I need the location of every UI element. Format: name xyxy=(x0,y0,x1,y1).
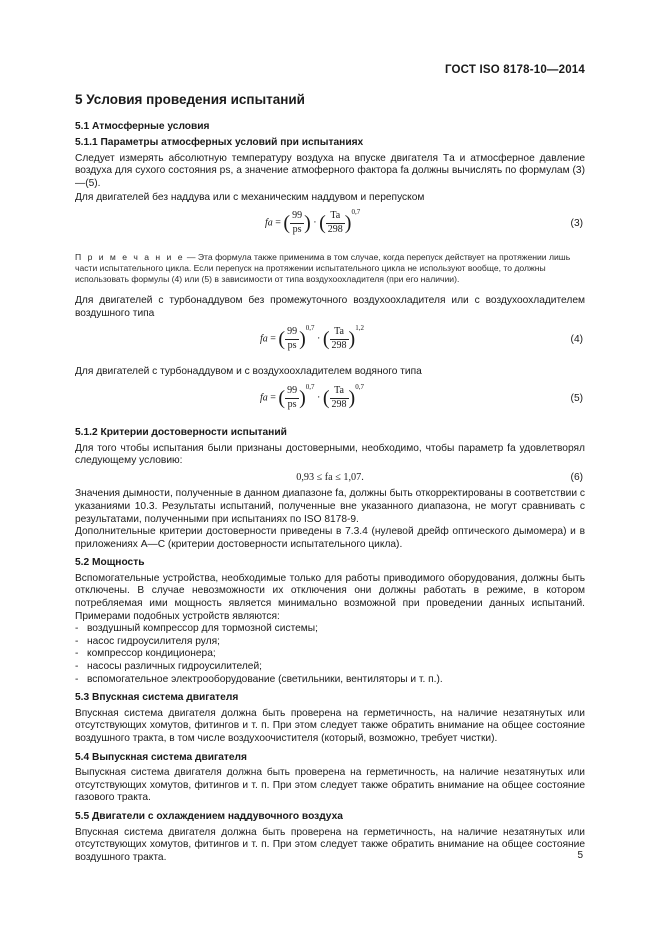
formula-denominator: ps xyxy=(287,398,297,410)
formula-6 xyxy=(75,472,585,485)
formula-numerator: Ta xyxy=(326,210,345,224)
section-5-1-2-title: 5.1.2 Критерии достоверности испытаний xyxy=(75,426,287,438)
section-5-1-title: 5.1 Атмосферные условия xyxy=(75,120,210,132)
list-item: - насос гидроусилителя руля; xyxy=(75,635,220,647)
formula-symbol: fa xyxy=(260,333,268,345)
formula-symbol: fa xyxy=(265,217,273,229)
list-item: - вспомогательное электрооборудование (светильники, вентиляторы и т. п.). xyxy=(75,673,443,685)
formula-3: fa = ( $\frac{99}{ps}$ ) · ( $\frac{Ta}{298}$ )$^{0,7}$ (3) xyxy=(265,208,583,235)
section-5-2-title: 5.2 Мощность xyxy=(75,557,145,569)
formula-denominator: 298 xyxy=(331,398,347,410)
section-5-title: 5 Условия проведения испытаний xyxy=(75,92,305,107)
formula-symbol: = xyxy=(270,392,276,404)
formula-numerator: 99 xyxy=(285,326,299,340)
section-5-3-title: 5.3 Впускная система двигателя xyxy=(75,692,239,704)
formula-numerator: 99 xyxy=(290,210,304,224)
device-list xyxy=(75,623,585,686)
paragraph: Дополнительные критерии достоверности приведены в 7.3.4 (нулевой дрейф оптического дымомера) и в приложениях А—С (критерии достоверности испытательного цикла). xyxy=(75,526,585,550)
paragraph: Для двигателей без наддува или с механическим наддувом и перепуском xyxy=(75,191,425,203)
paragraph: Впускная система двигателя должна быть проверена на герметичность, на наличие незатянутых или отсутствующих хомутов, фитингов и т. п. При этом следует также обратить внимание на общее состояние воздушного тракта, в том числе воздухоочистителя (который, возможно, требует чистки). xyxy=(75,707,585,744)
formula-denominator: ps xyxy=(287,339,297,351)
formula-exponent: 0,7 xyxy=(351,208,361,217)
formula-symbol: · xyxy=(317,392,321,404)
formula-number: (5) xyxy=(570,392,583,404)
note-text: — Эта формула также применима в том случае, когда перепуск действует на протяжении лишь части испытательного цикла. Если перепуск на протяжении испытательного цикла не используют вообще, то должны использовать формулы (4) или (5) в зависимости от типа воздухоохладителя (при его наличии). xyxy=(75,252,571,285)
formula-exponent: 0,7 xyxy=(355,382,364,391)
formula-denominator: ps xyxy=(292,223,302,235)
formula-6-expression: 0,93 ≤ fa ≤ 1,07. xyxy=(296,471,364,483)
note-label: П р и м е ч а н и е xyxy=(75,252,185,263)
paragraph: Выпускная система двигателя должна быть проверена на герметичность, на наличие незатянутых или отсутствующих хомутов, фитингов и т. п. При этом следует также обратить внимание на общее состояние газового тракта. xyxy=(75,767,585,804)
paragraph: Впускная система двигателя должна быть проверена на герметичность, на наличие незатянутых или отсутствующих хомутов, фитингов и т. п. При этом следует также обратить внимание на общее состояние воздушного тракта. xyxy=(75,826,585,863)
formula-symbol: = xyxy=(275,217,281,229)
paragraph: Следует измерять абсолютную температуру воздуха на впуске двигателя Tа и атмосферное давление воздуха для сухого состояния ps, а значение атмоферного фактора fa должны вычислять по формулам (3)—(5). xyxy=(75,152,585,189)
paragraph: Для двигателей с турбонаддувом и с воздухоохладителем водяного типа xyxy=(75,366,422,378)
paragraph: Для того чтобы испытания были признаны достоверными, необходимо, чтобы параметр fa удовлетворял следующему условию: xyxy=(75,442,585,467)
formula-exponent: 1,2 xyxy=(355,324,364,333)
formula-4: fa = ( $\frac{99}{ps}$ )$^{0,7}$ · ( $\frac{Ta}{298}$ )$^{1,2}$ (4) xyxy=(260,324,583,351)
formula-symbol: fa xyxy=(260,392,268,404)
formula-numerator: 99 xyxy=(285,385,299,399)
paragraph: Для двигателей с турбонаддувом без промежуточного воздухоохладителя или с воздухоохладителем воздушного типа xyxy=(75,295,585,319)
formula-numerator: Ta xyxy=(330,326,349,340)
list-item: - насосы различных гидроусилителей; xyxy=(75,661,262,673)
paragraph: Вспомогательные устройства, необходимые только для работы приводимого оборудования, должны быть отключены. В случае невозможности их отключения они должны работать в режиме, в котором потребляемая ими мощность является минимально возможной при проведении данных испытаний. Примерами подобных устройств являются: xyxy=(75,572,585,622)
list-item: - компрессор кондиционера; xyxy=(75,648,216,660)
formula-5: fa = ( $\frac{99}{ps}$ )$^{0,7}$ · ( $\frac{Ta}{298}$ )$^{0,7}$ (5) xyxy=(260,382,583,410)
formula-symbol: = xyxy=(270,333,276,345)
formula-number: (4) xyxy=(570,334,583,346)
section-5-4-title: 5.4 Выпускная система двигателя xyxy=(75,751,247,763)
formula-numerator: Ta xyxy=(330,385,349,399)
formula-exponent: 0,7 xyxy=(305,382,315,391)
paragraph: Значения дымности, полученные в данном диапазоне fa, должны быть откорректированы в соответствии с указаниями 10.3. Результаты испытаний, полученные вне указанного диапазона, не могут сравнивать с результатами, полученными при испытаниях по ISO 8178-9. xyxy=(75,488,585,525)
formula-exponent: 0,7 xyxy=(305,324,315,333)
formula-number: (6) xyxy=(570,471,583,483)
note xyxy=(75,252,585,285)
page-number: 5 xyxy=(577,850,583,861)
document-header: ГОСТ ISO 8178-10—2014 xyxy=(444,64,585,76)
document-body xyxy=(75,94,585,864)
list-item: - воздушный компрессор для тормозной системы; xyxy=(75,623,318,635)
formula-denominator: 298 xyxy=(327,223,343,235)
formula-denominator: 298 xyxy=(331,339,347,351)
formula-symbol: · xyxy=(313,217,317,229)
section-5-1-1-title: 5.1.1 Параметры атмосферных условий при испытаниях xyxy=(75,137,364,149)
formula-number: (3) xyxy=(570,218,583,230)
section-5-5-title: 5.5 Двигатели с охлаждением наддувочного воздуха xyxy=(75,810,343,822)
formula-symbol: · xyxy=(317,333,321,345)
